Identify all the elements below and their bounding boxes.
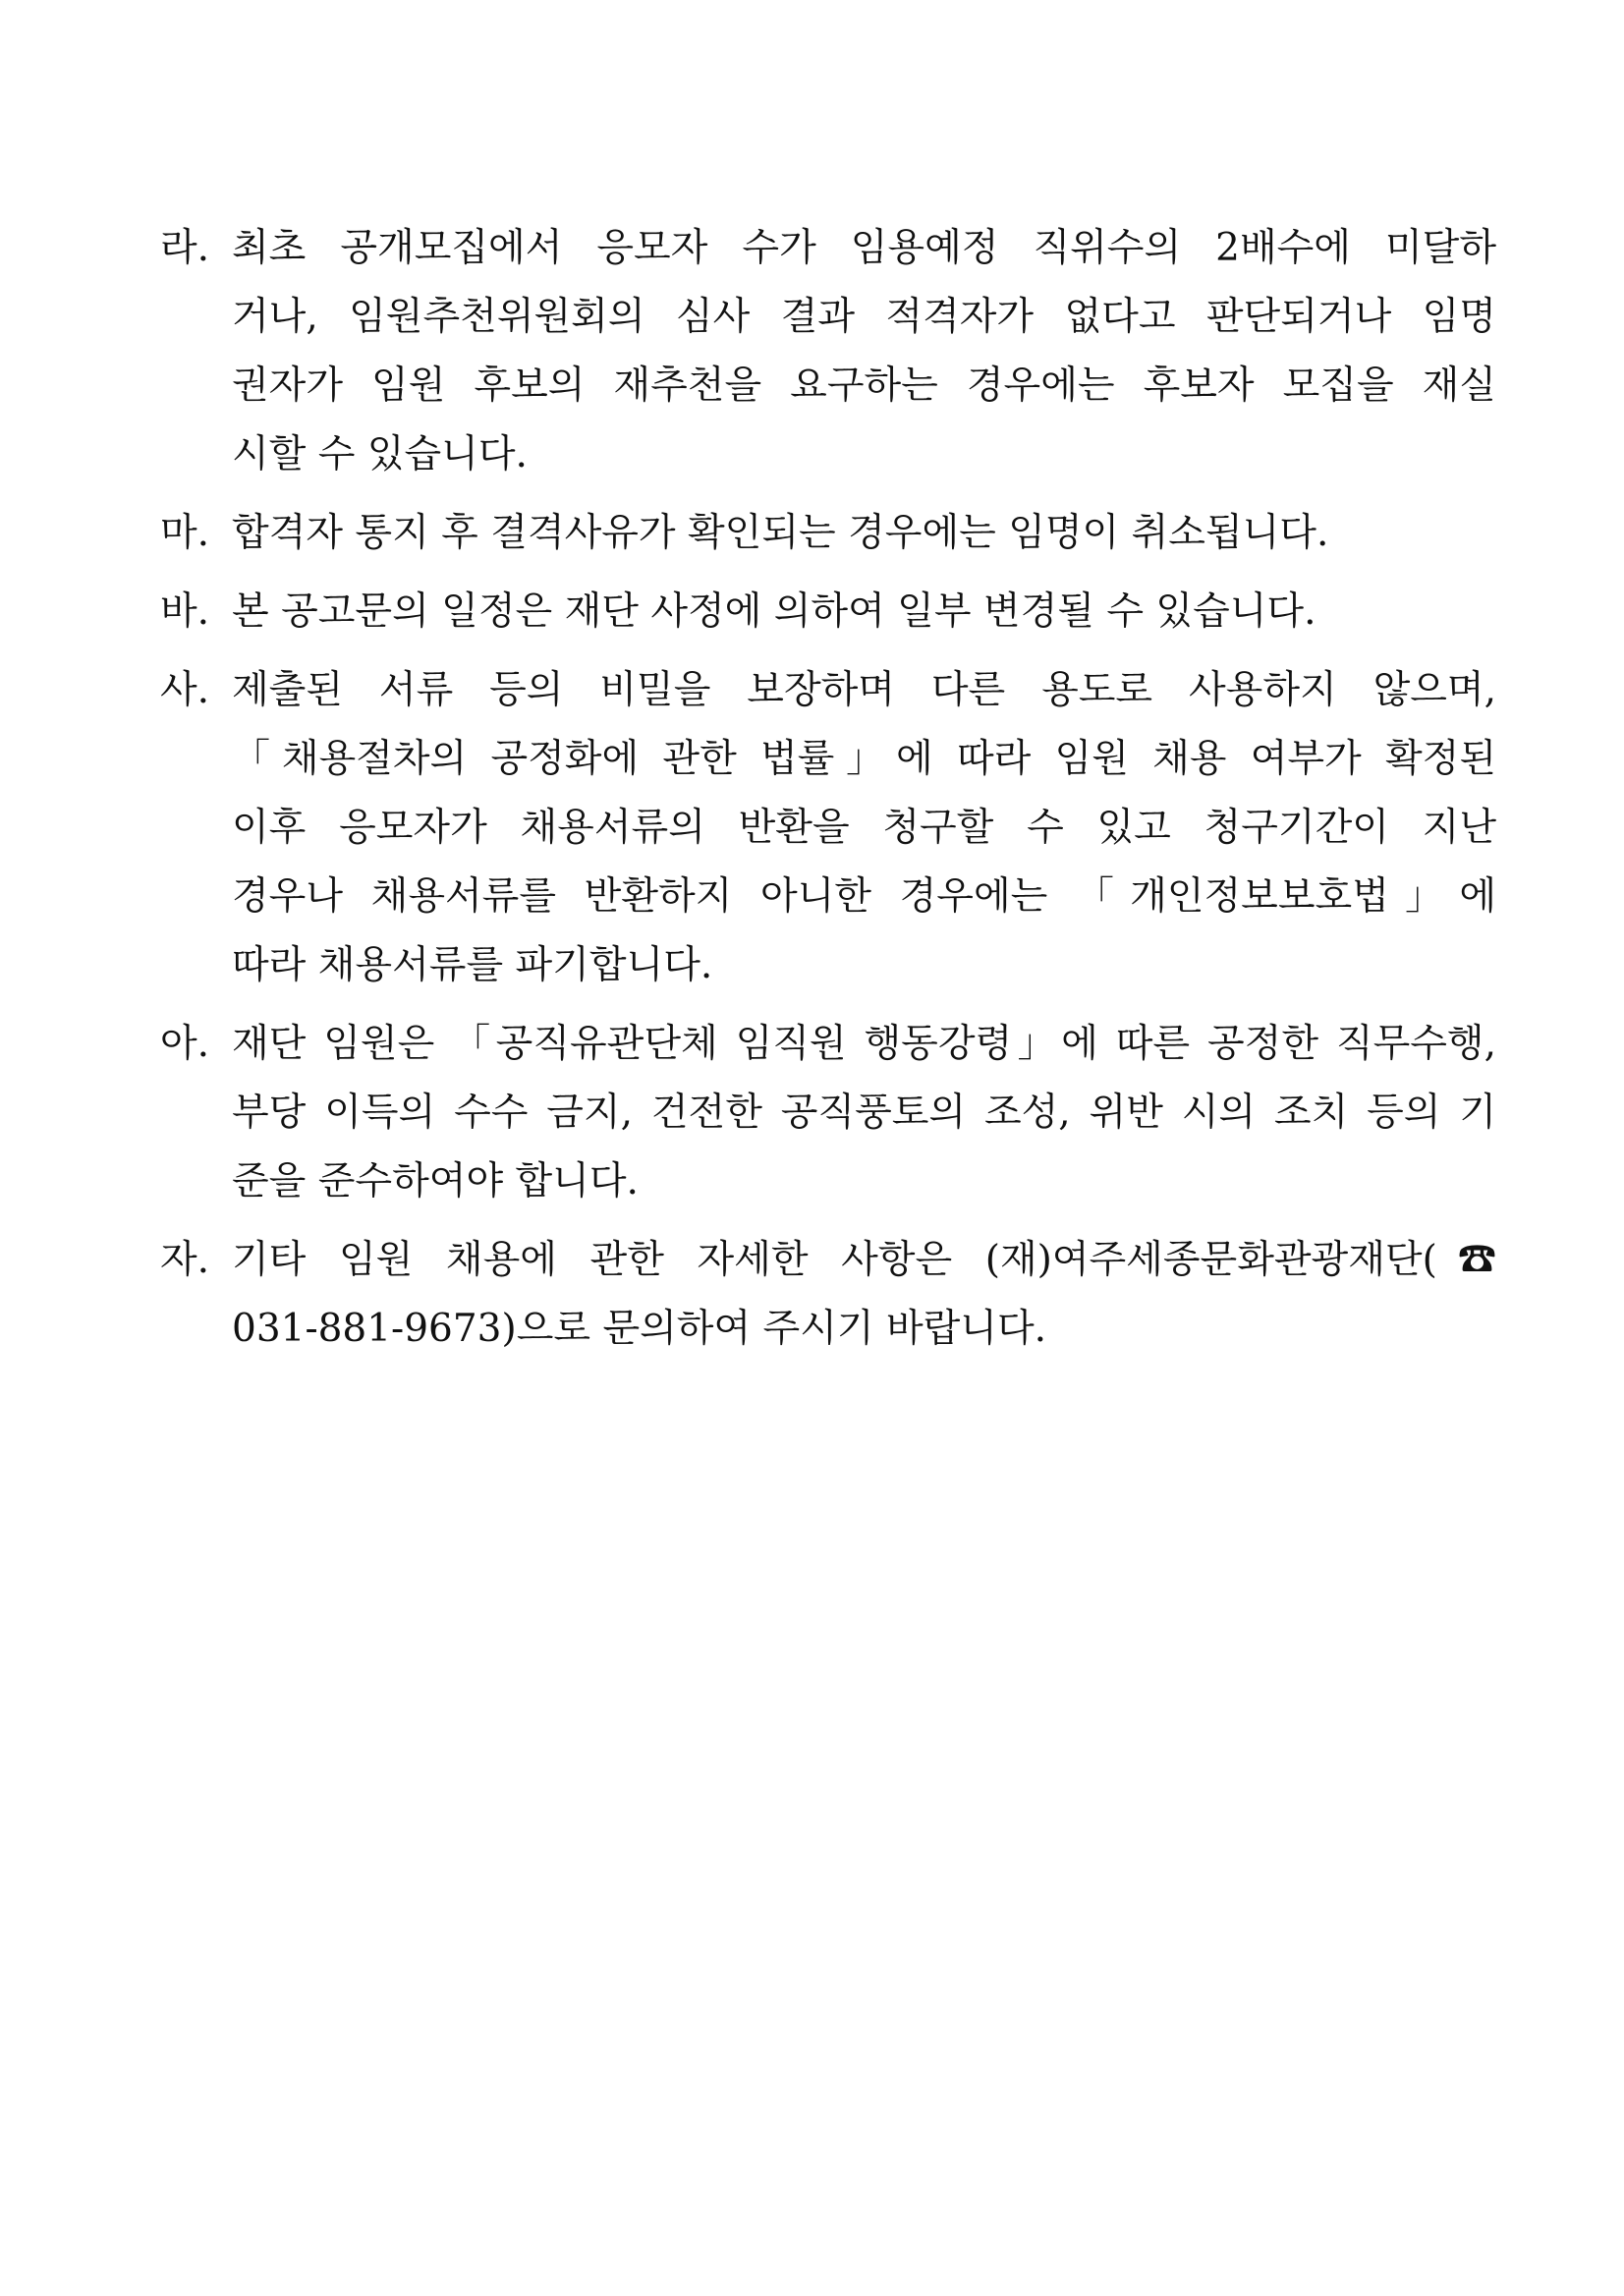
notice-item-ra [160, 214, 1496, 489]
item-line: 최초 공개모집에서 응모자 수가 임용예정 직위수의 2배수에 미달하 [232, 226, 1496, 270]
item-line: 본 공고문의 일정은 재단 사정에 의하여 일부 변경될 수 있습니다. [232, 589, 1316, 634]
notice-item-ba [160, 578, 1496, 646]
notice-item-a [160, 1010, 1496, 1216]
item-line: 합격자 통지 후 결격사유가 확인되는 경우에는 임명이 취소됩니다. [232, 511, 1329, 555]
item-body [232, 656, 1496, 1000]
notice-item-ja [160, 1226, 1496, 1364]
item-line: 권자가 임원 후보의 재추천을 요구하는 경우에는 후보자 모집을 재실 [232, 364, 1496, 408]
item-marker: 마. [160, 511, 210, 555]
item-body [232, 1226, 1496, 1364]
item-marker: 아. [160, 1022, 210, 1066]
item-line: 따라 채용서류를 파기합니다. [232, 943, 713, 987]
item-marker: 자. [160, 1238, 210, 1282]
item-line: 경우나 채용서류를 반환하지 아니한 경우에는 「개인정보보호법」에 [232, 874, 1496, 919]
item-line: 「채용절차의 공정화에 관한 법률」에 따라 임원 채용 여부가 확정된 [232, 737, 1496, 781]
item-body [232, 1010, 1496, 1216]
item-line: 재단 임원은 「공직유관단체 임직원 행동강령」에 따른 공정한 직무수행, [232, 1022, 1496, 1066]
notice-item-ma [160, 499, 1496, 568]
notice-item-sa [160, 656, 1496, 1000]
item-marker: 라. [160, 226, 210, 270]
item-marker: 바. [160, 589, 210, 634]
item-line: 시할 수 있습니다. [232, 432, 528, 476]
item-body [232, 578, 1496, 646]
notice-list [160, 214, 1496, 1373]
item-line: 거나, 임원추천위원회의 심사 결과 적격자가 없다고 판단되거나 임명 [232, 295, 1496, 339]
item-body [232, 214, 1496, 489]
item-line: 준을 준수하여야 합니다. [232, 1159, 639, 1204]
item-line: 부당 이득의 수수 금지, 건전한 공직풍토의 조성, 위반 시의 조치 등의 기 [232, 1091, 1496, 1135]
item-line: 기타 임원 채용에 관한 자세한 사항은 (재)여주세종문화관광재단(☎ [232, 1238, 1496, 1282]
item-body [232, 499, 1496, 568]
item-marker: 사. [160, 668, 210, 712]
item-line: 제출된 서류 등의 비밀을 보장하며 다른 용도로 사용하지 않으며, [232, 668, 1496, 712]
item-line: 이후 응모자가 채용서류의 반환을 청구할 수 있고 청구기간이 지난 [232, 806, 1496, 850]
item-line: 031-881-9673)으로 문의하여 주시기 바랍니다. [232, 1307, 1047, 1351]
